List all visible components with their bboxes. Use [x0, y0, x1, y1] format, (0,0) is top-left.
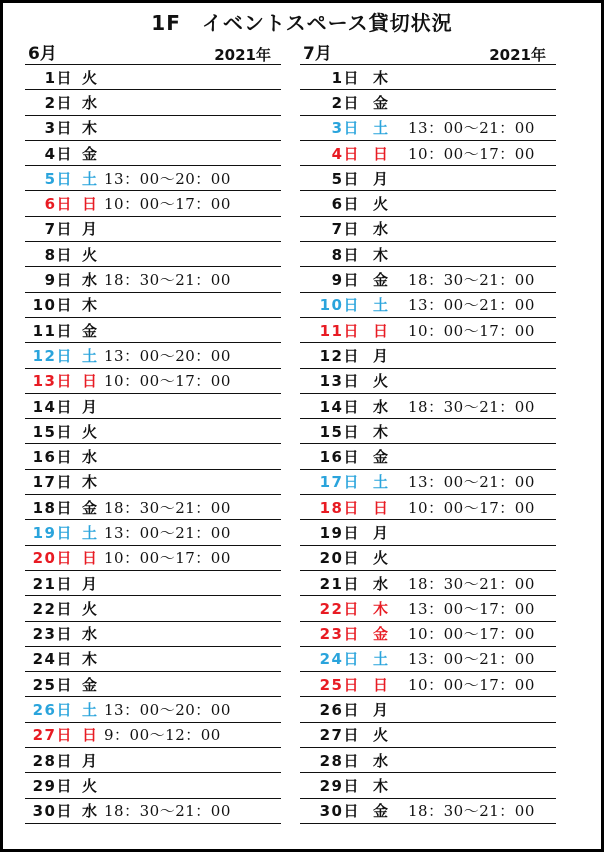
weekday-label: 月 — [373, 523, 389, 542]
calendar-row — [25, 419, 281, 444]
day-label: 3日 — [44, 119, 73, 138]
year-label: 2021年 — [489, 46, 546, 64]
day-label: 26日 — [32, 701, 73, 720]
weekday-label: 水 — [373, 574, 389, 593]
weekday-label: 日 — [373, 144, 389, 163]
day-label: 6日 — [331, 195, 360, 214]
calendar-row — [300, 318, 556, 343]
weekday-label: 火 — [82, 776, 98, 795]
weekday-label: 日 — [373, 498, 389, 517]
calendar-row — [25, 773, 281, 798]
calendar-row — [300, 191, 556, 216]
calendar-row — [25, 622, 281, 647]
weekday-label: 水 — [82, 802, 98, 821]
weekday-label: 金 — [373, 802, 389, 821]
day-label: 17日 — [32, 473, 73, 492]
calendar-row — [300, 697, 556, 722]
calendar-row — [25, 748, 281, 773]
calendar-row — [25, 495, 281, 520]
month-label: 6月 — [28, 44, 57, 64]
month-label: 7月 — [303, 44, 332, 64]
day-label: 9日 — [331, 271, 360, 290]
day-label: 24日 — [319, 650, 360, 669]
calendar-row — [300, 520, 556, 545]
weekday-label: 月 — [82, 574, 98, 593]
weekday-label: 火 — [373, 195, 389, 214]
weekday-label: 月 — [82, 397, 98, 416]
day-label: 20日 — [319, 549, 360, 568]
weekday-label: 木 — [373, 599, 389, 618]
calendar-row — [300, 495, 556, 520]
weekday-label: 日 — [82, 195, 98, 214]
weekday-label: 土 — [373, 119, 389, 138]
day-label: 2日 — [331, 93, 360, 112]
page-title: 1F イベントスペース貸切状況 — [151, 11, 453, 35]
time-slot-label: 13：00～17：00 — [408, 599, 535, 618]
time-slot-label: 10：00～17：00 — [408, 144, 535, 163]
weekday-label: 金 — [82, 498, 98, 517]
time-slot-label: 13：00～21：00 — [408, 296, 535, 315]
time-slot-label: 18：30～21：00 — [408, 271, 535, 290]
weekday-label: 水 — [82, 448, 98, 467]
weekday-label: 水 — [82, 93, 98, 112]
calendar-row — [300, 748, 556, 773]
time-slot-label: 10：00～17：00 — [408, 675, 535, 694]
calendar-row — [300, 267, 556, 292]
weekday-label: 土 — [373, 650, 389, 669]
calendar-row — [300, 217, 556, 242]
time-slot-label: 9：00～12：00 — [104, 726, 221, 745]
time-slot-label: 18：30～21：00 — [408, 802, 535, 821]
day-label: 6日 — [44, 195, 73, 214]
calendar-row — [300, 444, 556, 469]
day-label: 23日 — [32, 625, 73, 644]
weekday-label: 日 — [82, 549, 98, 568]
calendar-columns — [3, 39, 601, 824]
time-slot-label: 10：00～17：00 — [408, 321, 535, 340]
weekday-label: 金 — [82, 321, 98, 340]
time-slot-label: 18：30～21：00 — [104, 498, 231, 517]
calendar-row — [300, 723, 556, 748]
calendar-row — [300, 90, 556, 115]
calendar-row — [300, 293, 556, 318]
calendar-row — [300, 394, 556, 419]
rows — [300, 65, 556, 824]
rows — [25, 65, 281, 824]
day-label: 4日 — [331, 144, 360, 163]
weekday-label: 木 — [373, 422, 389, 441]
weekday-label: 火 — [82, 422, 98, 441]
weekday-label: 木 — [82, 119, 98, 138]
calendar-row — [25, 596, 281, 621]
weekday-label: 月 — [373, 169, 389, 188]
weekday-label: 金 — [82, 675, 98, 694]
day-label: 27日 — [319, 726, 360, 745]
day-label: 23日 — [319, 625, 360, 644]
time-slot-label: 10：00～17：00 — [408, 498, 535, 517]
calendar-row — [25, 520, 281, 545]
calendar-column-june — [25, 39, 281, 824]
day-label: 9日 — [44, 271, 73, 290]
weekday-label: 月 — [82, 751, 98, 770]
day-label: 28日 — [319, 751, 360, 770]
day-label: 2日 — [44, 93, 73, 112]
day-label: 13日 — [319, 372, 360, 391]
day-label: 16日 — [319, 448, 360, 467]
calendar-row — [25, 799, 281, 824]
day-label: 26日 — [319, 701, 360, 720]
time-slot-label: 13：00～21：00 — [408, 473, 535, 492]
day-label: 25日 — [32, 675, 73, 694]
day-label: 13日 — [32, 372, 73, 391]
weekday-label: 木 — [373, 68, 389, 87]
day-label: 16日 — [32, 448, 73, 467]
calendar-row — [25, 343, 281, 368]
calendar-row — [300, 116, 556, 141]
weekday-label: 木 — [373, 776, 389, 795]
calendar-row — [25, 647, 281, 672]
day-label: 7日 — [331, 220, 360, 239]
calendar-row — [300, 65, 556, 90]
time-slot-label: 18：30～21：00 — [408, 574, 535, 593]
calendar-row — [300, 419, 556, 444]
day-label: 22日 — [32, 599, 73, 618]
day-label: 30日 — [32, 802, 73, 821]
weekday-label: 火 — [82, 68, 98, 87]
time-slot-label: 10：00～17：00 — [104, 549, 231, 568]
calendar-row — [300, 622, 556, 647]
time-slot-label: 13：00～20：00 — [104, 346, 231, 365]
calendar-row — [25, 90, 281, 115]
weekday-label: 日 — [373, 675, 389, 694]
day-label: 10日 — [32, 296, 73, 315]
calendar-row — [300, 343, 556, 368]
time-slot-label: 13：00～21：00 — [408, 650, 535, 669]
weekday-label: 日 — [373, 321, 389, 340]
day-label: 7日 — [44, 220, 73, 239]
day-label: 19日 — [319, 523, 360, 542]
weekday-label: 日 — [82, 726, 98, 745]
calendar-row — [300, 166, 556, 191]
calendar-row — [25, 444, 281, 469]
day-label: 11日 — [319, 321, 360, 340]
day-label: 1日 — [331, 68, 360, 87]
calendar-row — [25, 166, 281, 191]
time-slot-label: 10：00～17：00 — [104, 195, 231, 214]
calendar-row — [25, 723, 281, 748]
day-label: 19日 — [32, 523, 73, 542]
calendar-row — [300, 799, 556, 824]
weekday-label: 火 — [373, 549, 389, 568]
calendar-row — [300, 672, 556, 697]
time-slot-label: 18：30～21：00 — [408, 397, 535, 416]
weekday-label: 火 — [82, 599, 98, 618]
weekday-label: 金 — [82, 144, 98, 163]
day-label: 18日 — [32, 498, 73, 517]
weekday-label: 土 — [82, 169, 98, 188]
day-label: 30日 — [319, 802, 360, 821]
calendar-row — [25, 546, 281, 571]
weekday-label: 土 — [373, 296, 389, 315]
calendar-row — [25, 217, 281, 242]
weekday-label: 土 — [82, 523, 98, 542]
day-label: 12日 — [319, 346, 360, 365]
time-slot-label: 18：30～21：00 — [104, 271, 231, 290]
day-label: 14日 — [32, 397, 73, 416]
day-label: 28日 — [32, 751, 73, 770]
calendar-row — [25, 697, 281, 722]
weekday-label: 木 — [82, 650, 98, 669]
calendar-row — [25, 394, 281, 419]
time-slot-label: 18：30～21：00 — [104, 802, 231, 821]
weekday-label: 火 — [373, 726, 389, 745]
weekday-label: 日 — [82, 372, 98, 391]
calendar-column-july — [300, 39, 556, 824]
time-slot-label: 13：00～20：00 — [104, 701, 231, 720]
weekday-label: 土 — [82, 701, 98, 720]
day-label: 15日 — [319, 422, 360, 441]
weekday-label: 土 — [373, 473, 389, 492]
day-label: 29日 — [319, 776, 360, 795]
calendar-row — [25, 267, 281, 292]
day-label: 27日 — [32, 726, 73, 745]
calendar-row — [300, 141, 556, 166]
calendar-row — [25, 65, 281, 90]
weekday-label: 水 — [373, 397, 389, 416]
weekday-label: 木 — [82, 296, 98, 315]
weekday-label: 金 — [373, 271, 389, 290]
day-label: 17日 — [319, 473, 360, 492]
time-slot-label: 13：00～21：00 — [408, 119, 535, 138]
day-label: 8日 — [44, 245, 73, 264]
calendar-row — [300, 596, 556, 621]
day-label: 3日 — [331, 119, 360, 138]
year-label: 2021年 — [214, 46, 271, 64]
calendar-row — [300, 571, 556, 596]
calendar-row — [300, 369, 556, 394]
day-label: 1日 — [44, 68, 73, 87]
day-label: 14日 — [319, 397, 360, 416]
calendar-row — [25, 318, 281, 343]
calendar-row — [25, 191, 281, 216]
day-label: 10日 — [319, 296, 360, 315]
weekday-label: 月 — [373, 701, 389, 720]
day-label: 29日 — [32, 776, 73, 795]
calendar-row — [25, 141, 281, 166]
calendar-row — [25, 672, 281, 697]
calendar-row — [25, 242, 281, 267]
time-slot-label: 13：00～21：00 — [104, 523, 231, 542]
calendar-row — [25, 571, 281, 596]
day-label: 5日 — [44, 169, 73, 188]
calendar-row — [25, 293, 281, 318]
calendar-row — [25, 470, 281, 495]
time-slot-label: 10：00～17：00 — [408, 625, 535, 644]
day-label: 4日 — [44, 144, 73, 163]
calendar-row — [300, 647, 556, 672]
calendar-row — [300, 773, 556, 798]
day-label: 25日 — [319, 675, 360, 694]
calendar-row — [25, 369, 281, 394]
weekday-label: 水 — [373, 220, 389, 239]
calendar-row — [300, 470, 556, 495]
weekday-label: 火 — [373, 372, 389, 391]
weekday-label: 火 — [82, 245, 98, 264]
day-label: 11日 — [32, 321, 73, 340]
day-label: 5日 — [331, 169, 360, 188]
column-header-june — [25, 39, 281, 65]
weekday-label: 月 — [373, 346, 389, 365]
time-slot-label: 13：00～20：00 — [104, 169, 231, 188]
day-label: 22日 — [319, 599, 360, 618]
weekday-label: 金 — [373, 625, 389, 644]
weekday-label: 金 — [373, 448, 389, 467]
day-label: 12日 — [32, 346, 73, 365]
weekday-label: 水 — [82, 271, 98, 290]
weekday-label: 木 — [82, 473, 98, 492]
day-label: 8日 — [331, 245, 360, 264]
weekday-label: 月 — [82, 220, 98, 239]
time-slot-label: 10：00～17：00 — [104, 372, 231, 391]
day-label: 24日 — [32, 650, 73, 669]
calendar-row — [300, 242, 556, 267]
calendar-row — [25, 116, 281, 141]
calendar-row — [300, 546, 556, 571]
day-label: 20日 — [32, 549, 73, 568]
weekday-label: 木 — [373, 245, 389, 264]
day-label: 18日 — [319, 498, 360, 517]
column-header-july — [300, 39, 556, 65]
weekday-label: 土 — [82, 346, 98, 365]
weekday-label: 水 — [373, 751, 389, 770]
day-label: 15日 — [32, 422, 73, 441]
day-label: 21日 — [32, 574, 73, 593]
day-label: 21日 — [319, 574, 360, 593]
weekday-label: 水 — [82, 625, 98, 644]
weekday-label: 金 — [373, 93, 389, 112]
